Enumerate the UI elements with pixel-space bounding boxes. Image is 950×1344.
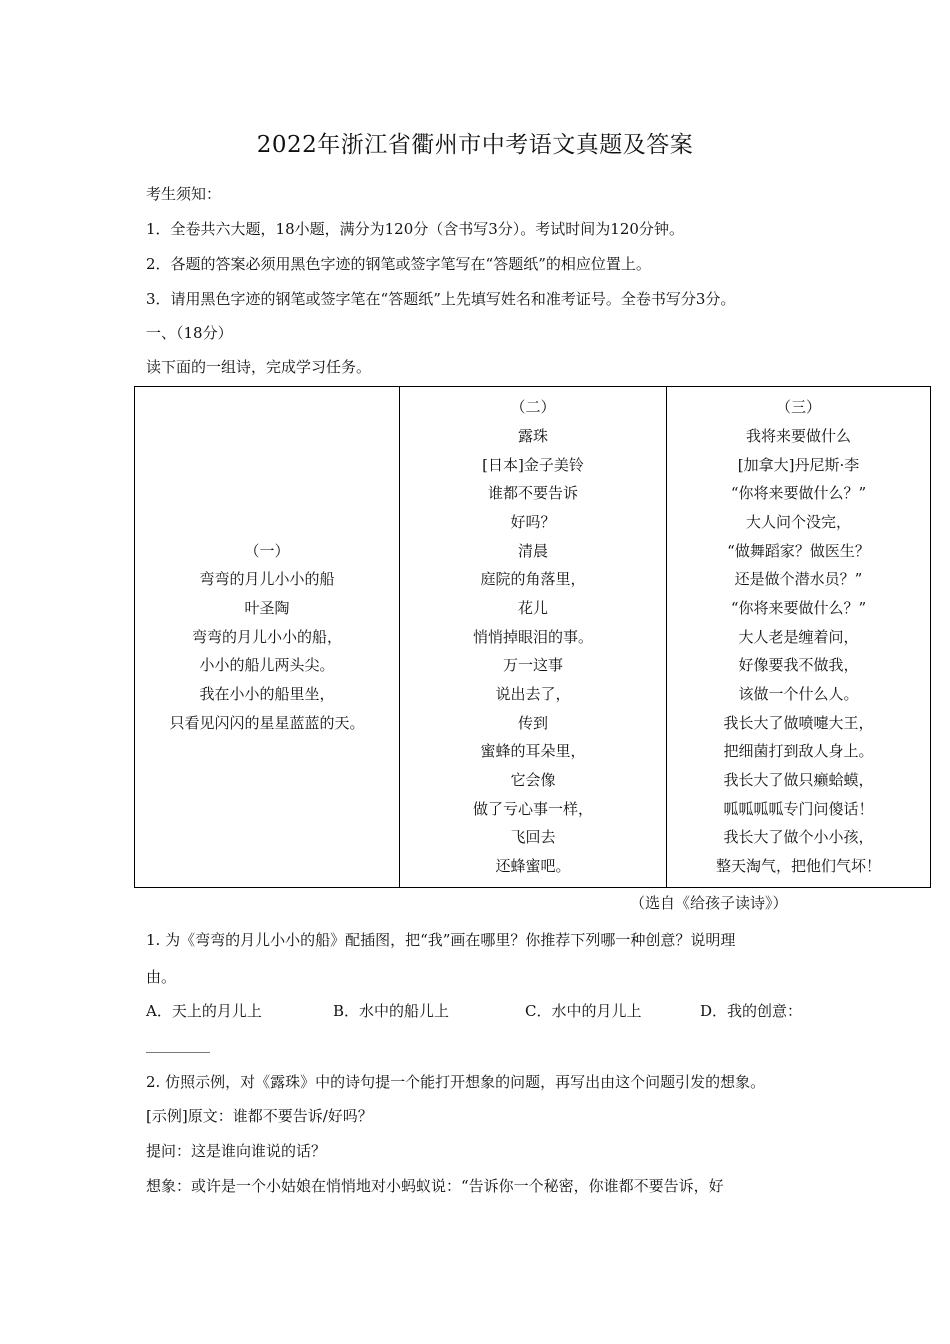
poem-line: 我长大了做个小小孩， <box>723 828 874 847</box>
poem-title: 弯弯的月儿小小的船 <box>199 570 335 589</box>
poem-line: （二） <box>510 398 556 417</box>
option-b: B．水中的船儿上 <box>333 1002 450 1020</box>
poem-line: 庭院的角落里， <box>480 570 586 589</box>
section-instruction: 读下面的一组诗，完成学习任务。 <box>146 358 372 376</box>
question-2-example: [示例]原文：谁都不要告诉/好吗？ <box>146 1107 373 1125</box>
poem-line: 只看见闪闪的星星蓝蓝的天。 <box>169 713 365 732</box>
poem-line: 呱呱呱呱专门问傻话！ <box>723 799 874 818</box>
notice-heading: 考生须知： <box>146 185 222 203</box>
poem-line: 飞回去 <box>510 828 556 847</box>
option-a: A．天上的月儿上 <box>146 1002 262 1020</box>
notice-item: 2．各题的答案必须用黑色字迹的钢笔或签字笔写在“答题纸”的相应位置上。 <box>146 255 651 273</box>
page-title: 2022年浙江省衢州市中考语文真题及答案 <box>256 132 694 158</box>
poem-line: 小小的船儿两头尖。 <box>199 656 335 675</box>
poem-line: 我长大了做喷嚏大王， <box>723 713 874 732</box>
option-c: C．水中的月儿上 <box>525 1002 642 1020</box>
poem-cell-2 <box>400 387 667 888</box>
notice-item: 3．请用黑色字迹的钢笔或签字笔在“答题纸”上先填写姓名和准考证号。全卷书写分3分。 <box>146 290 736 308</box>
poem-line: 好吗？ <box>510 512 556 531</box>
poem-line: （一） <box>244 541 290 560</box>
poem-line: 传到 <box>517 713 548 732</box>
poem-line: 大人老是缠着问， <box>738 627 859 646</box>
poem-cell-1 <box>135 387 400 888</box>
poem-cell-3 <box>667 387 931 888</box>
poem-line: 蜜蜂的耳朵里， <box>480 742 586 761</box>
poem-line: 还蜂蜜吧。 <box>495 857 571 876</box>
poem-author: [日本]金子美铃 <box>482 455 584 474</box>
option-d: D．我的创意： <box>700 1002 803 1020</box>
poem-line: 花儿 <box>517 598 548 617</box>
poem-line: 把细菌打到敌人身上。 <box>723 742 874 761</box>
poem-line: 还是做个潜水员？” <box>734 570 863 589</box>
poem-line: 说出去了， <box>495 685 571 704</box>
poem-line: 该做一个什么人。 <box>738 685 859 704</box>
poem-line: （三） <box>775 398 821 417</box>
poem-line: 弯弯的月儿小小的船， <box>191 627 342 646</box>
question-2-text: 2. 仿照示例，对《露珠》中的诗句提一个能打开想象的问题，再写出由这个问题引发的想象。 <box>146 1073 766 1091</box>
answer-blank-line <box>146 1052 210 1053</box>
poem-line: 我在小小的船里坐， <box>199 685 335 704</box>
poem-line: 我长大了做只癞蛤蟆， <box>723 771 874 790</box>
poem-author: 叶圣陶 <box>244 598 290 617</box>
poem-line: 大人问个没完， <box>745 512 851 531</box>
notice-item: 1．全卷共六大题，18小题，满分为120分（含书写3分）。考试时间为120分钟。 <box>146 220 684 238</box>
poem-line: 清晨 <box>517 541 548 560</box>
poem-line: 谁都不要告诉 <box>487 484 578 503</box>
poem-title: 我将来要做什么 <box>745 426 851 445</box>
poem-title: 露珠 <box>517 426 548 445</box>
question-2-ask: 提问：这是谁向谁说的话？ <box>146 1142 327 1160</box>
poem-line: “你将来要做什么？” <box>730 598 867 617</box>
poem-line: “做舞蹈家？做医生？ <box>727 541 870 560</box>
question-2-imagination: 想象：或许是一个小姑娘在悄悄地对小蚂蚁说：“告诉你一个秘密，你谁都不要告诉，好 <box>146 1177 724 1195</box>
poem-source: （选自《给孩子读诗》） <box>630 894 788 912</box>
poem-line: 整天淘气，把他们气坏！ <box>715 857 881 876</box>
poem-line: 好像要我不做我， <box>738 656 859 675</box>
question-1-text: 1. 为《弯弯的月儿小小的船》配插图，把“我”画在哪里？你推荐下列哪一种创意？说明理 <box>146 931 736 949</box>
poem-line: 它会像 <box>510 771 556 790</box>
poem-author: [加拿大]丹尼斯·李 <box>737 455 860 474</box>
poem-line: 做了亏心事一样， <box>472 799 593 818</box>
poem-table <box>134 386 931 888</box>
poem-line: “你将来要做什么？” <box>730 484 867 503</box>
section-heading: 一、（18分） <box>146 324 233 342</box>
question-1-text-cont: 由。 <box>146 968 177 986</box>
poem-line: 悄悄掉眼泪的事。 <box>472 627 593 646</box>
poem-line: 万一这事 <box>502 656 563 675</box>
